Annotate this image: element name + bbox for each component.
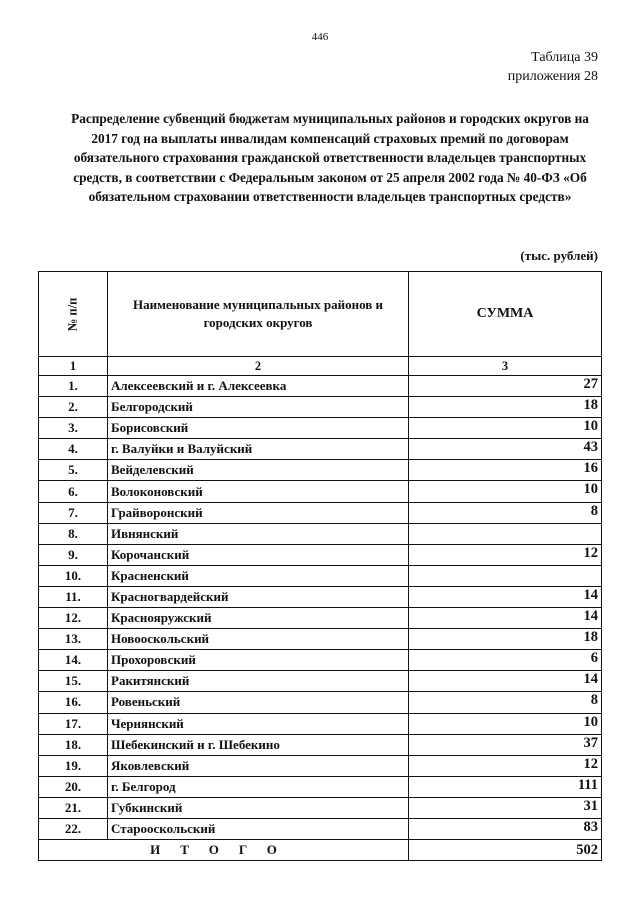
table-row — [39, 481, 602, 502]
row-number: 19. — [39, 755, 108, 776]
table-row — [39, 523, 602, 544]
row-number: 16. — [39, 692, 108, 713]
row-number: 18. — [39, 734, 108, 755]
row-number: 15. — [39, 671, 108, 692]
row-number: 7. — [39, 502, 108, 523]
row-number: 6. — [39, 481, 108, 502]
amount: 10 — [409, 418, 602, 439]
district-name: Губкинский — [108, 797, 409, 818]
row-number: 4. — [39, 439, 108, 460]
row-number: 1. — [39, 376, 108, 397]
table-row — [39, 755, 602, 776]
row-number: 17. — [39, 713, 108, 734]
table-row — [39, 460, 602, 481]
amount: 27 — [409, 376, 602, 397]
header-num-cell — [39, 272, 108, 357]
header-sum: СУММА — [409, 272, 602, 357]
table-row — [39, 818, 602, 839]
row-number: 5. — [39, 460, 108, 481]
district-name: Алексеевский и г. Алексеевка — [108, 376, 409, 397]
total-label: ИТОГО — [39, 840, 409, 861]
table-row — [39, 776, 602, 797]
amount: 18 — [409, 397, 602, 418]
row-number: 20. — [39, 776, 108, 797]
amount: 111 — [409, 776, 602, 797]
table-body — [39, 376, 602, 840]
amount: 14 — [409, 671, 602, 692]
table-row — [39, 734, 602, 755]
district-name: Грайворонский — [108, 502, 409, 523]
row-number: 11. — [39, 586, 108, 607]
amount: 10 — [409, 713, 602, 734]
table-ref-line1: Таблица 39 — [531, 50, 598, 65]
amount: 8 — [409, 692, 602, 713]
district-name: Красненский — [108, 565, 409, 586]
district-name: Борисовский — [108, 418, 409, 439]
table-row — [39, 502, 602, 523]
table-row — [39, 565, 602, 586]
district-name: Старооскольский — [108, 818, 409, 839]
table-reference — [508, 48, 598, 86]
table-row — [39, 650, 602, 671]
unit-label: (тыс. рублей) — [520, 248, 598, 263]
row-number: 10. — [39, 565, 108, 586]
page-number: 446 — [311, 31, 329, 43]
amount — [409, 565, 602, 586]
district-name: г. Белгород — [108, 776, 409, 797]
table-row — [39, 418, 602, 439]
amount: 14 — [409, 586, 602, 607]
amount: 10 — [409, 481, 602, 502]
district-name: Ровеньский — [108, 692, 409, 713]
district-name: Чернянский — [108, 713, 409, 734]
district-name: Корочанский — [108, 544, 409, 565]
district-name: Прохоровский — [108, 650, 409, 671]
row-number: 3. — [39, 418, 108, 439]
column-index-2: 2 — [108, 357, 409, 376]
table-row — [39, 439, 602, 460]
column-index-3: 3 — [409, 357, 602, 376]
amount: 12 — [409, 544, 602, 565]
row-number: 21. — [39, 797, 108, 818]
table-row — [39, 376, 602, 397]
district-name: Новооскольский — [108, 629, 409, 650]
amount: 12 — [409, 755, 602, 776]
amount: 8 — [409, 502, 602, 523]
column-index-1: 1 — [39, 357, 108, 376]
total-value: 502 — [409, 840, 602, 861]
amount: 18 — [409, 629, 602, 650]
district-name: Вейделевский — [108, 460, 409, 481]
amount: 31 — [409, 797, 602, 818]
subvention-table — [38, 271, 602, 861]
amount: 6 — [409, 650, 602, 671]
table-row — [39, 713, 602, 734]
table-row — [39, 629, 602, 650]
table-row — [39, 397, 602, 418]
table-row — [39, 608, 602, 629]
document-title: Распределение субвенций бюджетам муниципальных районов и городских округов на 2017 год на выплаты инвалидам компенсаций страховых премий по договорам обязательного страхования гражданской ответственности владельцев транспортных средств, в соответствии с Федеральным законом от 25 апреля 2002 года № 40-ФЗ «Об обязательном страховании ответственности владельцев транспортных средств» — [71, 111, 589, 204]
table-row — [39, 586, 602, 607]
district-name: Волоконовский — [108, 481, 409, 502]
district-name: Красногвардейский — [108, 586, 409, 607]
row-number: 14. — [39, 650, 108, 671]
header-row — [39, 272, 602, 357]
table-row — [39, 544, 602, 565]
row-number: 2. — [39, 397, 108, 418]
row-number: 12. — [39, 608, 108, 629]
amount: 14 — [409, 608, 602, 629]
district-name: Ракитянский — [108, 671, 409, 692]
row-number: 9. — [39, 544, 108, 565]
total-row — [39, 840, 602, 861]
table-row — [39, 692, 602, 713]
amount: 43 — [409, 439, 602, 460]
amount: 37 — [409, 734, 602, 755]
district-name: г. Валуйки и Валуйский — [108, 439, 409, 460]
header-num: № п/п — [65, 297, 80, 332]
amount: 16 — [409, 460, 602, 481]
column-index-row — [39, 357, 602, 376]
table-ref-line2: приложения 28 — [507, 69, 598, 84]
district-name: Шебекинский и г. Шебекино — [108, 734, 409, 755]
row-number: 22. — [39, 818, 108, 839]
district-name: Краснояружский — [108, 608, 409, 629]
table-row — [39, 671, 602, 692]
amount — [409, 523, 602, 544]
district-name: Ивнянский — [108, 523, 409, 544]
table-row — [39, 797, 602, 818]
district-name: Белгородский — [108, 397, 409, 418]
district-name: Яковлевский — [108, 755, 409, 776]
row-number: 13. — [39, 629, 108, 650]
amount: 83 — [409, 818, 602, 839]
row-number: 8. — [39, 523, 108, 544]
header-name: Наименование муниципальных районов и городских округов — [108, 272, 409, 357]
